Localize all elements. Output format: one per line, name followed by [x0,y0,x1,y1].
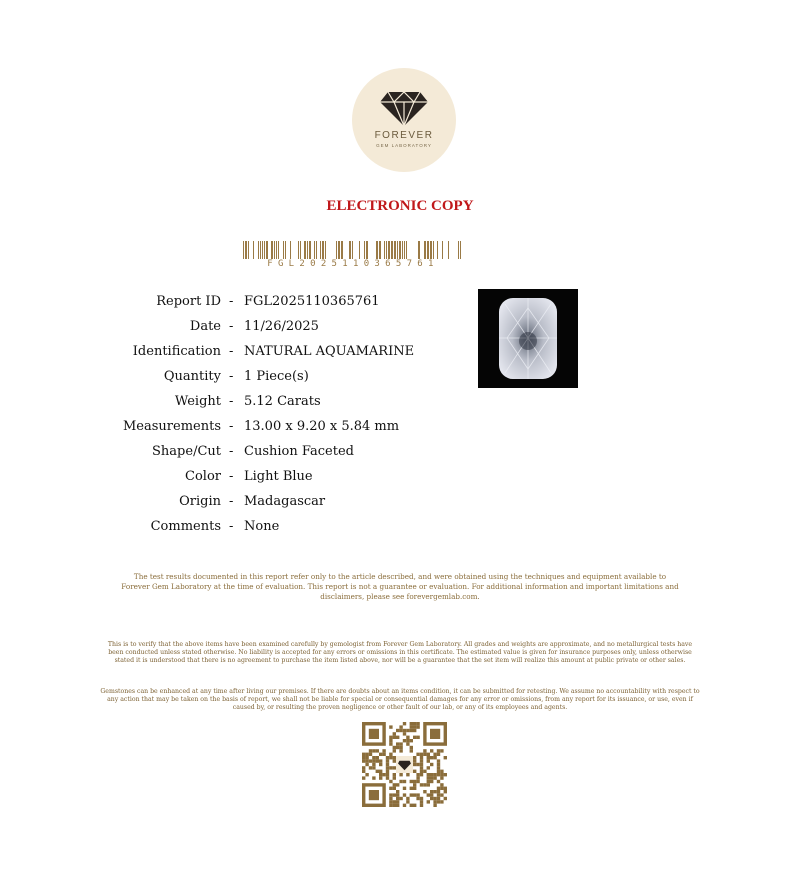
lab-logo [352,68,456,172]
electronic-copy-title: ELECTRONIC COPY [326,198,474,214]
detail-separator: - [229,344,234,359]
detail-row [0,494,480,519]
detail-label: Date [189,319,221,334]
detail-separator: - [229,469,234,484]
detail-label: Color [185,469,221,484]
detail-label: Weight [174,394,221,409]
enhancement-disclaimer: Gemstones can be enhanced at any time after living our premises. If there are doubts about an items condition, it can be submitted for retesting. We assume no accountability with respect to any action that may be taken on the basis of report, we shall not be liable for special or consequential damages for any error or omissions, from any report for its issuance, or use, even if caused by, or resulting the proven negligence or other fault of our lab, or any of its employees and agents. [100,688,700,712]
detail-value: Cushion Faceted [244,444,354,459]
lab-brand-name: FOREVER [374,130,434,141]
detail-row [0,444,480,469]
detail-value: NATURAL AQUAMARINE [244,344,415,359]
detail-separator: - [229,419,234,434]
detail-value: None [244,519,280,534]
detail-row [0,344,480,369]
detail-value: 11/26/2025 [244,319,319,334]
detail-value: Madagascar [244,494,326,509]
detail-separator: - [229,494,234,509]
qr-code-icon[interactable] [362,722,447,807]
detail-row [0,469,480,494]
detail-row [0,419,480,444]
detail-value: FGL2025110365761 [244,294,380,309]
detail-label: Origin [179,494,221,509]
detail-row [0,519,480,544]
diamond-icon [378,90,430,128]
barcode-icon [243,241,463,259]
detail-row [0,369,480,394]
detail-row [0,394,480,419]
detail-separator: - [229,294,234,309]
detail-label: Comments [150,519,221,534]
detail-separator: - [229,369,234,384]
detail-label: Identification [132,344,221,359]
lab-brand-subtitle: GEM LABORATORY [376,143,432,148]
detail-label: Shape/Cut [152,444,221,459]
detail-separator: - [229,319,234,334]
detail-value: Light Blue [244,469,313,484]
gemstone-photo [478,289,578,388]
detail-separator: - [229,519,234,534]
detail-label: Report ID [156,294,221,309]
detail-row [0,319,480,344]
detail-row [0,294,480,319]
detail-value: 1 Piece(s) [244,369,309,384]
detail-value: 5.12 Carats [244,394,321,409]
detail-separator: - [229,394,234,409]
test-results-disclaimer: The test results documented in this report refer only to the article described, and were obtained using the techniques and equipment available to Forever Gem Laboratory at the time of evaluation. This report is not a guarantee or evaluation. For additional information and important limitations and disclaimers, please see forevergemlab.com. [121,572,679,601]
detail-label: Quantity [163,369,221,384]
verification-disclaimer: This is to verify that the above items have been examined carefully by gemologist from Forever Gem Laboratory. All grades and weights are approximate, and no metallurgical tests have been conducted unless stated otherwise. No liability is accepted for any errors or omissions in this certificate. The estimated value is given for insurance purposes only, unless otherwise stated it is understood that there is no agreement to purchase the item listed above, nor will be a guarantee that the set item will realize this amount at public private or other sales. [107,641,693,665]
barcode-number: FGL2025110365761 [267,259,439,269]
detail-label: Measurements [123,419,221,434]
detail-value: 13.00 x 9.20 x 5.84 mm [244,419,400,434]
detail-separator: - [229,444,234,459]
